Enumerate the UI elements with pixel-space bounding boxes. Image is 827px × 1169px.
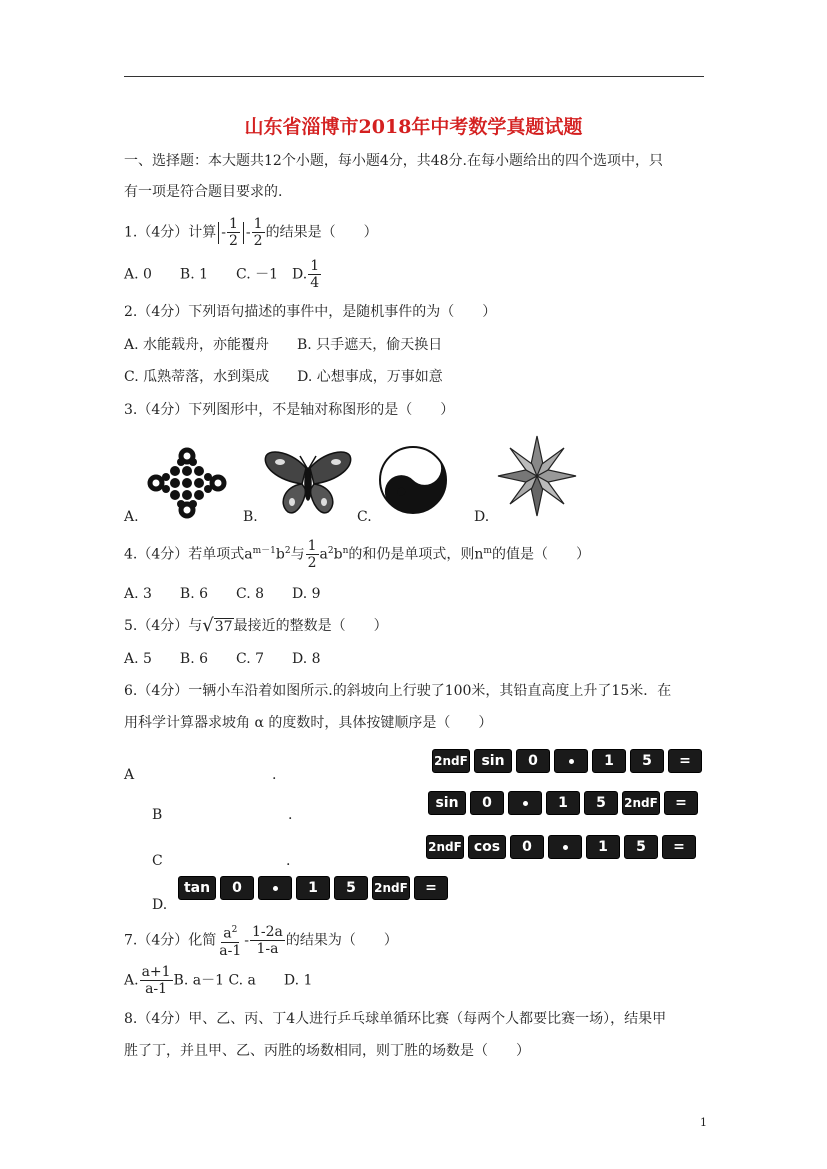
key-decimal [548, 835, 582, 859]
key-decimal [258, 876, 292, 900]
q4-fraction: $\frac{1}{2}$ [307, 538, 317, 571]
compass-star-figure [496, 434, 578, 518]
question-6-line-1: 6.（4分）一辆小车沿着如图所示.的斜坡向上行驶了100米，其铅直高度上升了15米．在 [124, 683, 672, 699]
q7-option-a-fraction: $\frac{a+1}{a-1}$ [141, 964, 171, 997]
q1-fraction-2: $\frac{1}{2}$ [253, 216, 263, 249]
question-6-line-2: 用科学计算器求坡角 α 的度数时，具体按键顺序是（ ） [124, 715, 493, 731]
key-sin: sin [428, 791, 466, 815]
q6-label-a: A [124, 767, 135, 783]
key-cos: cos [468, 835, 506, 859]
key-5: 5 [334, 876, 368, 900]
key-5: 5 [630, 749, 664, 773]
q6-dot-c: . [286, 853, 291, 869]
key-sin: sin [474, 749, 512, 773]
key-2ndf: 2ndF [622, 791, 660, 815]
q3-label-b: B. [243, 509, 258, 525]
question-1: 1.（4分）计算 - $\frac{1}{2}$ - $\frac{1}{2}$ 的结果是（ ） [124, 216, 378, 249]
question-8-line-2: 胜了丁，并且甲、乙、丙胜的场数相同，则丁胜的场数是（ ） [124, 1043, 530, 1059]
keypad-row-c [426, 835, 696, 859]
q1-suffix: 的结果是（ ） [265, 224, 378, 241]
q7-fraction-2: $\frac{1-2a}{1-a}$ [251, 923, 283, 957]
keypad-row-b [428, 791, 698, 815]
key-tan: tan [178, 876, 216, 900]
q6-label-c: C [152, 853, 163, 869]
q6-dot-a: . [272, 767, 277, 783]
question-2: 2.（4分）下列语句描述的事件中，是随机事件的为（ ） [124, 304, 497, 320]
key-0: 0 [220, 876, 254, 900]
q2-options-cd: C. 瓜熟蒂落，水到渠成 D. 心想事成，万事如意 [124, 369, 443, 385]
q3-label-a: A. [124, 509, 139, 525]
q6-label-d: D. [152, 897, 168, 913]
abs-bar [243, 222, 244, 244]
keypad-row-a [432, 749, 702, 773]
key-equals: = [662, 835, 696, 859]
key-2ndf: 2ndF [426, 835, 464, 859]
key-equals: = [668, 749, 702, 773]
abs-bar [218, 222, 219, 244]
header-rule [124, 76, 704, 77]
q5-options: A. 5 B. 6 C. 7 D. 8 [124, 651, 321, 667]
sqrt-symbol: √ 37 [202, 615, 233, 636]
butterfly-figure [262, 450, 354, 516]
q2-options-ab: A. 水能载舟，亦能覆舟 B. 只手遮天，偷天换日 [124, 337, 443, 353]
page-number: 1 [700, 1116, 707, 1129]
chinese-knot-figure [146, 446, 228, 520]
q1-prefix: 1.（4分）计算 [124, 224, 217, 241]
question-7: 7.（4分）化简 $\frac{a^2}{a-1}$ - $\frac{1-2a}{1-a}$ 的结果为（ ） [124, 923, 398, 959]
q6-dot-b: . [288, 807, 293, 823]
key-5: 5 [584, 791, 618, 815]
question-8-line-1: 8.（4分）甲、乙、丙、丁4人进行乒乓球单循环比赛（每两个人都要比赛一场），结果甲 [124, 1011, 667, 1027]
q6-label-b: B [152, 807, 163, 823]
keypad-row-d [178, 876, 448, 900]
key-equals: = [414, 876, 448, 900]
key-2ndf: 2ndF [432, 749, 470, 773]
key-equals: = [664, 791, 698, 815]
key-0: 0 [510, 835, 544, 859]
page-title: 山东省淄博市2018年中考数学真题试题 [244, 116, 583, 138]
q3-label-c: C. [357, 509, 372, 525]
q1-options: A. 0 B. 1 C. －1 D. $\frac{1}{4}$ [124, 258, 320, 291]
section-line-2: 有一项是符合题目要求的. [124, 184, 283, 200]
q1-fraction-1: $\frac{1}{2}$ [229, 216, 238, 249]
key-decimal [508, 791, 542, 815]
q7-options: A. $\frac{a+1}{a-1}$ B. a－1 C. a D. 1 [124, 964, 313, 997]
question-3: 3.（4分）下列图形中，不是轴对称图形的是（ ） [124, 402, 455, 418]
key-0: 0 [516, 749, 550, 773]
section-line-1: 一、选择题：本大题共12个小题，每小题4分，共48分.在每小题给出的四个选项中，只 [124, 153, 663, 169]
q1-option-d-fraction: $\frac{1}{4}$ [310, 258, 320, 291]
key-decimal [554, 749, 588, 773]
key-1: 1 [592, 749, 626, 773]
q4-options: A. 3 B. 6 C. 8 D. 9 [124, 586, 321, 602]
key-1: 1 [296, 876, 330, 900]
question-5: 5.（4分）与 √ 37 最接近的整数是（ ） [124, 615, 388, 636]
key-2ndf: 2ndF [372, 876, 410, 900]
q7-fraction-1: $\frac{a^2}{a-1}$ [217, 922, 243, 959]
yin-yang-figure [378, 445, 448, 515]
key-5: 5 [624, 835, 658, 859]
key-1: 1 [546, 791, 580, 815]
key-0: 0 [470, 791, 504, 815]
question-4: 4.（4分）若单项式$a^{m-1}b^2$与 $\frac{1}{2}$ $a^2b^n$的和仍是单项式，则$n^m$的值是（ ） [124, 538, 590, 571]
q3-label-d: D. [474, 509, 490, 525]
key-1: 1 [586, 835, 620, 859]
